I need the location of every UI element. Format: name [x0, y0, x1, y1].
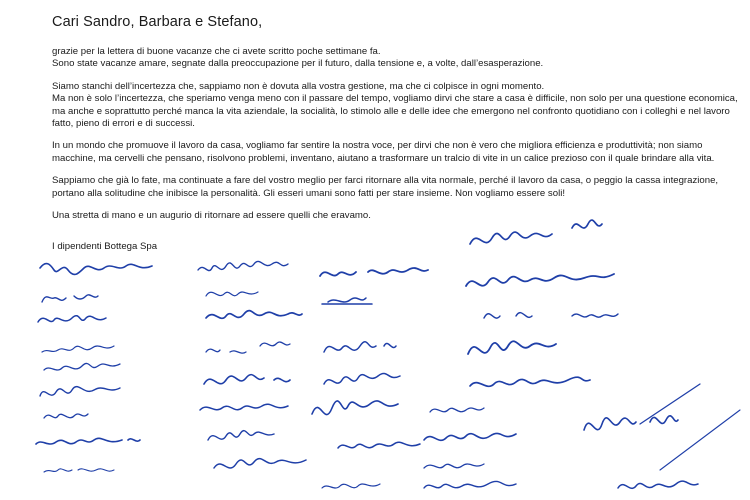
paragraph-line: Sono state vacanze amare, segnate dalla preoccupazione per il futuro, dalla tensione e, a volte, dall’esasperazione. [52, 58, 544, 70]
paragraph-line: portano alla solitudine che inibisce la personalità. Gli esseri umani sono fatti per stare insieme. Non vogliamo essere soli! [52, 187, 565, 199]
paragraph-line: Ma non è solo l’incertezza, che speriamo venga meno con il passare del tempo, vogliamo dirvi che stare a casa è difficile, non solo per una questione economica, [52, 93, 738, 105]
paragraph-line: Siamo stanchi dell’incertezza che, sappiamo non è dovuta alla vostra gestione, ma che ci colpisce in ogni momento. [52, 80, 545, 92]
paragraph-line: ma anche e soprattutto perché manca la vita aziendale, la socialità, lo stimolo alle e delle idee che emergono nel confronto quotidiano con i colleghi e nel lavoro [52, 105, 730, 117]
signer-line: I dipendenti Bottega Spa [52, 241, 158, 253]
paragraph-line: fatto, pieno di errori e di successi. [52, 118, 195, 130]
salutation: Cari Sandro, Barbara e Stefano, [52, 14, 263, 30]
paragraph-line: macchine, ma cervelli che pensano, risolvono problemi, inventano, aiutano a trasformare un tralcio di vite in un calice prezioso con il quale brindare alla vita. [52, 152, 715, 164]
paragraph-line: In un mondo che promuove il lavoro da casa, vogliamo far sentire la nostra voce, per dirvi che non è vero che migliora efficienza e produttività; non siamo [52, 140, 703, 152]
paragraph-line: Sappiamo che già lo fate, ma continuate a fare del vostro meglio per farci ritornare alla vita normale, perché il lavoro da casa, o peggio la cassa integrazione, [52, 175, 719, 187]
signature-scribbles [36, 220, 740, 488]
closing-line: Una stretta di mano e un augurio di ritornare ad essere quelli che eravamo. [52, 210, 371, 222]
paragraph-line: grazie per la lettera di buone vacanze che ci avete scritto poche settimane fa. [52, 46, 381, 57]
